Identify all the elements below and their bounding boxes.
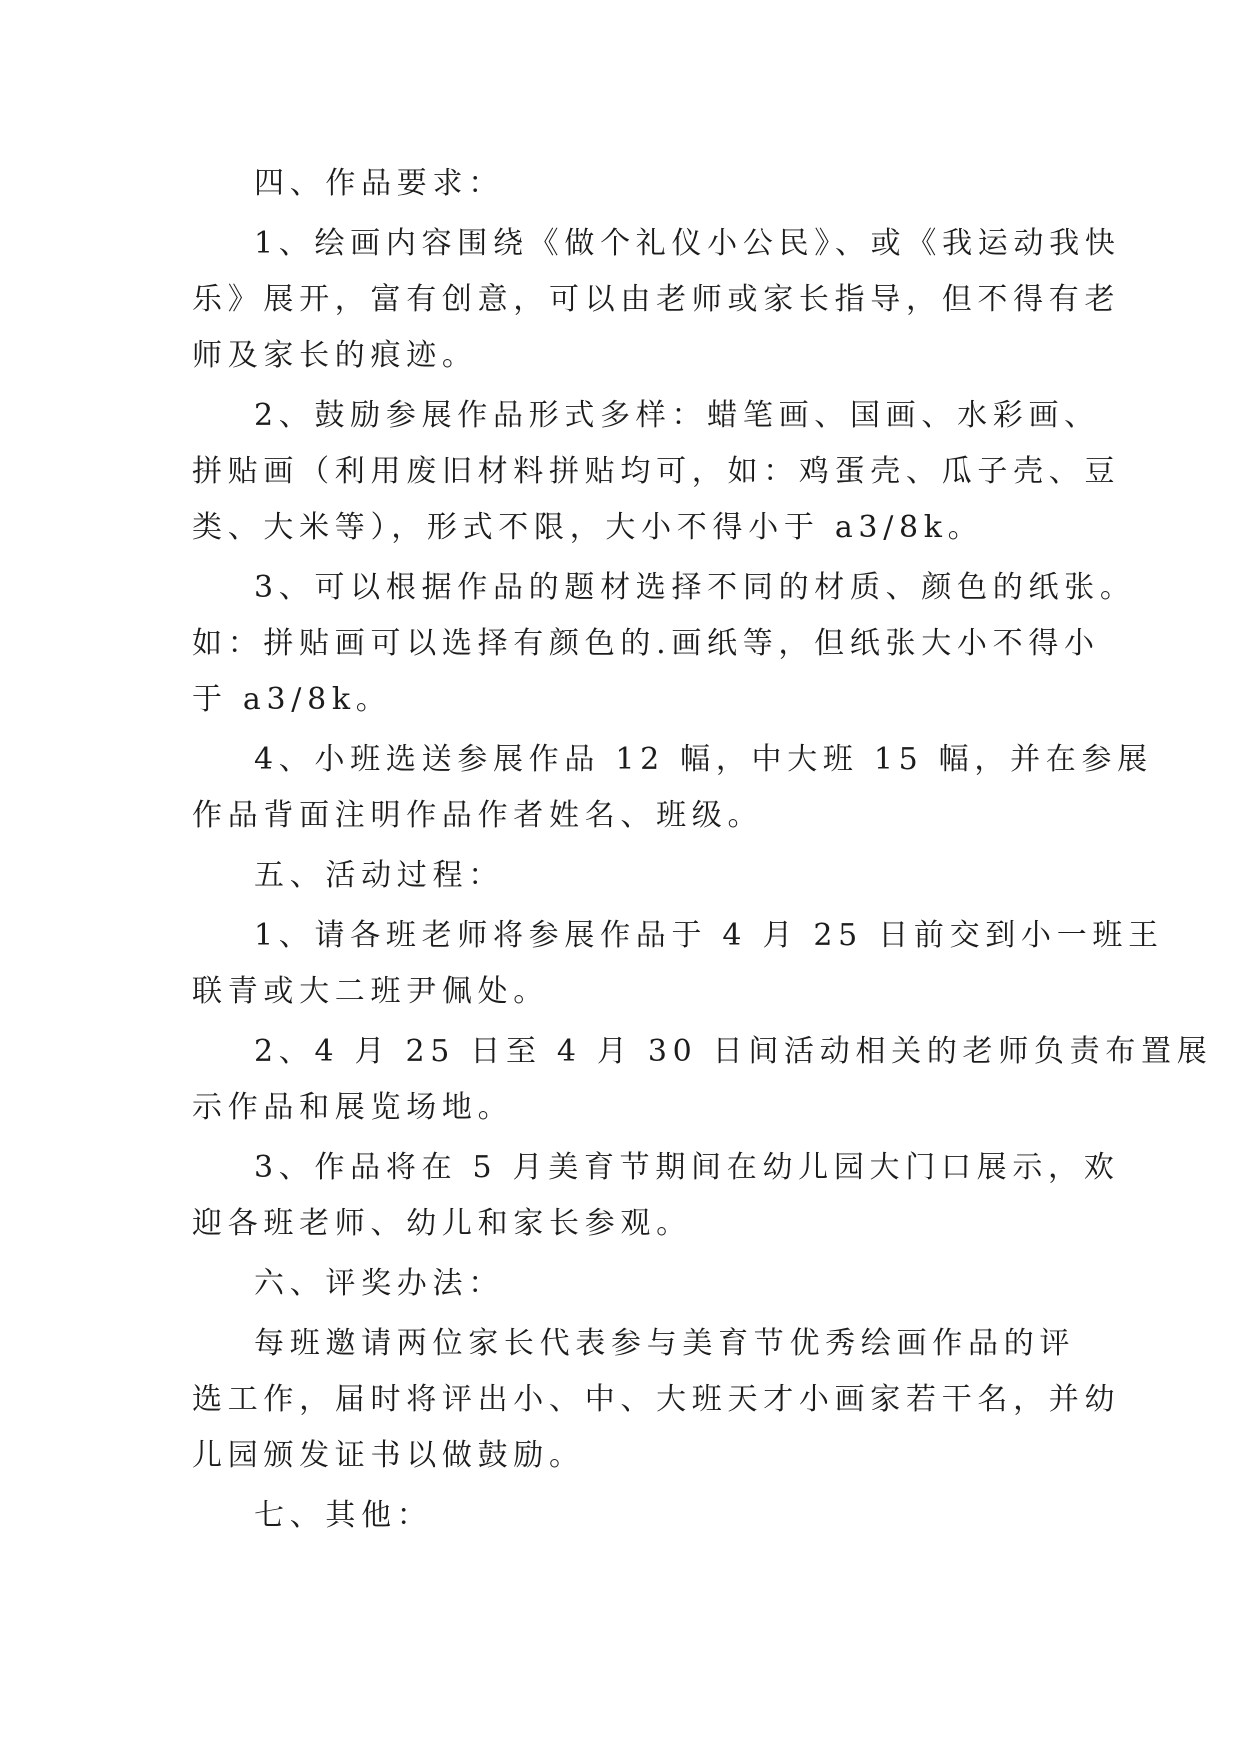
- section-heading-process: 五、活动过程：: [254, 858, 504, 893]
- paragraph-line: 1、请各班老师将参展作品于 4 月 25 日前交到小一班王: [254, 918, 1164, 953]
- paragraph-line: 1、绘画内容围绕《做个礼仪小公民》、或《我运动我快: [254, 226, 1121, 261]
- paragraph-line: 2、鼓励参展作品形式多样：蜡笔画、国画、水彩画、: [254, 398, 1100, 433]
- paragraph-line: 作品背面注明作品作者姓名、班级。: [192, 798, 764, 833]
- paragraph-line: 师及家长的痕迹。: [192, 338, 478, 373]
- paragraph-line: 儿园颁发证书以做鼓励。: [192, 1438, 585, 1473]
- paragraph-line: 于 a3/8k。: [192, 682, 392, 717]
- section-heading-other: 七、其他：: [254, 1498, 433, 1533]
- paragraph-line: 示作品和展览场地。: [192, 1090, 514, 1125]
- paragraph-line: 每班邀请两位家长代表参与美育节优秀绘画作品的评: [254, 1326, 1076, 1361]
- paragraph-line: 迎各班老师、幼儿和家长参观。: [192, 1206, 692, 1241]
- paragraph-line: 拼贴画（利用废旧材料拼贴均可，如：鸡蛋壳、瓜子壳、豆: [192, 454, 1121, 489]
- paragraph-line: 3、可以根据作品的题材选择不同的材质、颜色的纸张。: [254, 570, 1136, 605]
- section-heading-requirements: 四、作品要求：: [254, 166, 504, 201]
- paragraph-line: 2、4 月 25 日至 4 月 30 日间活动相关的老师负责布置展: [254, 1034, 1213, 1069]
- paragraph-line: 联青或大二班尹佩处。: [192, 974, 549, 1009]
- paragraph-line: 乐》展开，富有创意，可以由老师或家长指导，但不得有老: [192, 282, 1121, 317]
- paragraph-line: 类、大米等），形式不限，大小不得小于 a3/8k。: [192, 510, 984, 545]
- paragraph-line: 3、作品将在 5 月美育节期间在幼儿园大门口展示，欢: [254, 1150, 1120, 1185]
- section-heading-awards: 六、评奖办法：: [254, 1266, 504, 1301]
- paragraph-line: 4、小班选送参展作品 12 幅，中大班 15 幅，并在参展: [254, 742, 1153, 777]
- paragraph-line: 如：拼贴画可以选择有颜色的.画纸等，但纸张大小不得小: [192, 626, 1100, 661]
- paragraph-line: 选工作，届时将评出小、中、大班天才小画家若干名，并幼: [192, 1382, 1121, 1417]
